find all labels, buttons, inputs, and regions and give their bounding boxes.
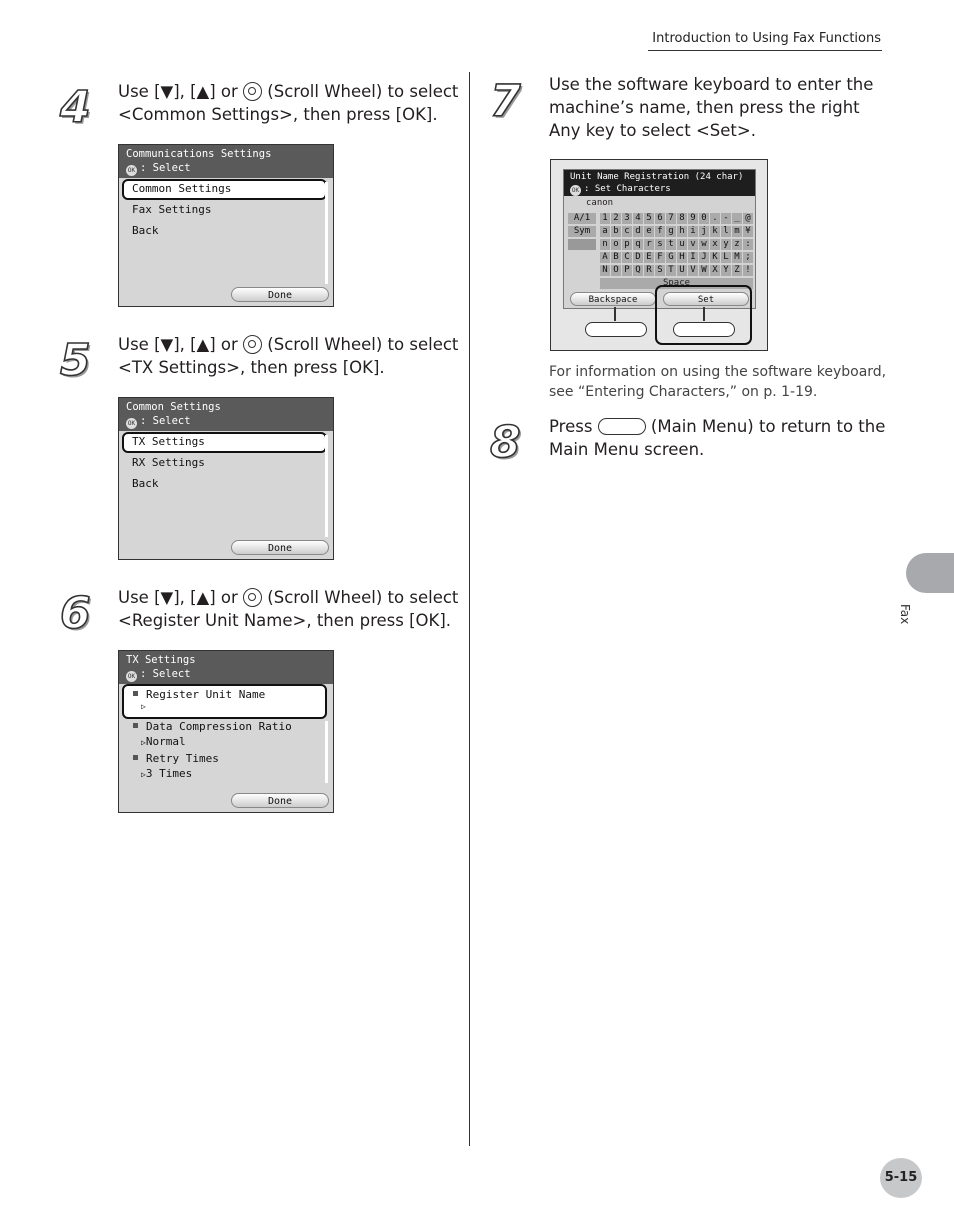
key[interactable]: U [677, 265, 687, 276]
key[interactable]: C [622, 252, 632, 263]
key[interactable]: G [666, 252, 676, 263]
key[interactable]: s [655, 239, 665, 250]
menu-item-back[interactable]: Back [132, 477, 159, 490]
key[interactable]: y [721, 239, 731, 250]
key[interactable]: r [644, 239, 654, 250]
ok-icon: OK [571, 187, 580, 194]
key[interactable]: : [743, 239, 753, 250]
menu-item-register-unit-name[interactable] [133, 688, 265, 701]
key[interactable]: ¥ [743, 226, 753, 237]
key[interactable]: 6 [655, 213, 665, 224]
key[interactable]: 3 [622, 213, 632, 224]
lcd-subtitle: : Select [140, 415, 191, 427]
key[interactable]: v [688, 239, 698, 250]
setting-value-arrow: ▷ [141, 702, 146, 711]
done-button[interactable]: Done [231, 287, 329, 302]
key-row-3 [600, 239, 754, 250]
menu-item-back[interactable]: Back [132, 224, 159, 237]
key[interactable]: e [644, 226, 654, 237]
step-8-text-b: (Main Menu) to return to the Main Menu screen. [549, 417, 886, 459]
lcd-subtitle: : Select [140, 162, 191, 174]
scroll-wheel-icon [243, 82, 262, 101]
key[interactable]: 9 [688, 213, 698, 224]
key[interactable]: _ [732, 213, 742, 224]
scrollbar [325, 182, 328, 284]
bullet-icon [133, 755, 138, 760]
step-4-text-a: Use [▼], [▲] or [118, 82, 244, 101]
key[interactable]: d [633, 226, 643, 237]
key[interactable]: Z [732, 265, 742, 276]
key[interactable]: a [600, 226, 610, 237]
menu-item-rx-settings[interactable]: RX Settings [132, 456, 205, 469]
step-7-text: Use the software keyboard to enter the machine’s name, then press the right Any key to select <Set>. [549, 75, 874, 140]
lcd-title-bar [119, 651, 333, 684]
key[interactable]: o [611, 239, 621, 250]
key[interactable]: 7 [666, 213, 676, 224]
key[interactable]: B [611, 252, 621, 263]
step-number-5: 5 [60, 335, 91, 386]
software-keyboard-illustration [550, 159, 768, 351]
key[interactable]: f [655, 226, 665, 237]
space-key[interactable]: Space [600, 278, 753, 289]
ok-icon: OK [127, 167, 136, 174]
menu-item-label: Retry Times [146, 752, 219, 765]
step-8-text-a: Press [549, 417, 598, 436]
key[interactable]: n [600, 239, 610, 250]
key[interactable]: K [710, 252, 720, 263]
scrollbar [325, 721, 328, 783]
step-number-6: 6 [60, 588, 91, 639]
key-row-2 [600, 226, 754, 237]
key[interactable]: O [611, 265, 621, 276]
step-6-text-a: Use [▼], [▲] or [118, 588, 244, 607]
keyboard-note: For information on using the software keyboard, see “Entering Characters,” on p. 1-19. [549, 364, 887, 400]
lcd-title: TX Settings [126, 654, 196, 666]
header-rule [648, 50, 882, 51]
step-5-text-b: (Scroll Wheel) to select <TX Settings>, then press [OK]. [118, 335, 459, 377]
lcd-title-bar [119, 398, 333, 431]
key[interactable]: 2 [611, 213, 621, 224]
setting-value: 3 Times [145, 767, 193, 780]
key[interactable]: ; [743, 252, 753, 263]
bullet-icon [133, 691, 138, 696]
key[interactable]: R [644, 265, 654, 276]
step-4-text-b: (Scroll Wheel) to select <Common Settings>, then press [OK]. [118, 82, 459, 124]
key[interactable]: u [677, 239, 687, 250]
bullet-icon [133, 723, 138, 728]
key[interactable]: L [721, 252, 731, 263]
mode-key-a1[interactable]: A/1 [568, 213, 596, 224]
key[interactable]: q [633, 239, 643, 250]
keyboard-subtitle: : Set Characters [584, 184, 671, 194]
step-6-text-b: (Scroll Wheel) to select <Register Unit Name>, then press [OK]. [118, 588, 459, 630]
key[interactable]: 4 [633, 213, 643, 224]
key[interactable]: m [732, 226, 742, 237]
right-any-key[interactable] [673, 322, 735, 337]
key[interactable]: ! [743, 265, 753, 276]
key[interactable]: k [710, 226, 720, 237]
scroll-wheel-icon [243, 588, 262, 607]
key[interactable]: S [655, 265, 665, 276]
key[interactable]: X [710, 265, 720, 276]
key[interactable]: 1 [600, 213, 610, 224]
ok-icon: OK [127, 420, 136, 427]
key[interactable]: Q [633, 265, 643, 276]
key[interactable]: @ [743, 213, 753, 224]
menu-item-data-compression-ratio[interactable] [133, 720, 292, 733]
step-number-7: 7 [490, 76, 521, 127]
lcd-tx-settings [118, 650, 334, 813]
step-number-8: 8 [490, 417, 521, 468]
key[interactable]: Y [721, 265, 731, 276]
lcd-common-settings [118, 397, 334, 560]
key[interactable]: g [666, 226, 676, 237]
mode-key-blank [568, 239, 596, 250]
key[interactable]: h [677, 226, 687, 237]
key[interactable]: . [710, 213, 720, 224]
key[interactable]: M [732, 252, 742, 263]
key[interactable]: 8 [677, 213, 687, 224]
keyboard-title-bar [564, 170, 755, 196]
connector-line-left [614, 307, 616, 321]
mode-key-sym[interactable]: Sym [568, 226, 596, 237]
key-row-5 [600, 265, 754, 276]
connector-line-right [703, 307, 705, 321]
key-row-1 [600, 213, 754, 224]
key[interactable]: 5 [644, 213, 654, 224]
key[interactable]: D [633, 252, 643, 263]
key[interactable]: j [699, 226, 709, 237]
lcd-title-bar [119, 145, 333, 178]
key[interactable]: A [600, 252, 610, 263]
key[interactable]: t [666, 239, 676, 250]
lcd-communications-settings [118, 144, 334, 307]
key[interactable]: z [732, 239, 742, 250]
menu-item-common-settings[interactable]: Common Settings [132, 182, 232, 195]
setting-value: Normal [145, 735, 186, 748]
key[interactable]: l [721, 226, 731, 237]
key[interactable]: F [655, 252, 665, 263]
step-5-text-a: Use [▼], [▲] or [118, 335, 244, 354]
key[interactable]: b [611, 226, 621, 237]
backspace-button[interactable]: Backspace [570, 292, 656, 306]
menu-item-label: Data Compression Ratio [146, 720, 292, 733]
step-8-text [549, 415, 889, 461]
key[interactable]: i [688, 226, 698, 237]
key[interactable]: T [666, 265, 676, 276]
key[interactable]: w [699, 239, 709, 250]
step-number-4: 4 [60, 82, 91, 133]
chapter-tab [906, 553, 954, 593]
keyboard-title: Unit Name Registration (24 char) [570, 172, 744, 182]
key[interactable]: W [699, 265, 709, 276]
lcd-title: Common Settings [126, 401, 221, 413]
step-6-text [118, 586, 463, 632]
key[interactable]: H [677, 252, 687, 263]
setting-value-row: ▷Normal [141, 735, 186, 748]
column-divider [469, 72, 470, 1146]
key[interactable]: P [622, 265, 632, 276]
key[interactable]: E [644, 252, 654, 263]
key[interactable]: J [699, 252, 709, 263]
ok-icon: OK [127, 673, 136, 680]
key[interactable]: x [710, 239, 720, 250]
key[interactable]: N [600, 265, 610, 276]
key[interactable]: - [721, 213, 731, 224]
key-row-4 [600, 252, 754, 263]
menu-item-label: Register Unit Name [146, 688, 266, 701]
setting-value-row: ▷3 Times [141, 767, 193, 780]
key[interactable]: c [622, 226, 632, 237]
lcd-subtitle: : Select [140, 668, 191, 680]
left-any-key[interactable] [585, 322, 647, 337]
key[interactable]: I [688, 252, 698, 263]
menu-item-tx-settings[interactable]: TX Settings [132, 435, 205, 448]
key[interactable]: V [688, 265, 698, 276]
scroll-wheel-icon [243, 335, 262, 354]
key[interactable]: 0 [699, 213, 709, 224]
done-button[interactable]: Done [231, 540, 329, 555]
chapter-label: Fax [898, 604, 912, 625]
scrollbar [325, 435, 328, 537]
menu-item-retry-times[interactable] [133, 752, 219, 765]
done-button[interactable]: Done [231, 793, 329, 808]
main-menu-key-icon [598, 418, 646, 435]
name-entry-field[interactable]: canon [586, 198, 614, 208]
lcd-title: Communications Settings [126, 148, 272, 160]
running-header: Introduction to Using Fax Functions [652, 31, 881, 46]
menu-item-fax-settings[interactable]: Fax Settings [132, 203, 212, 216]
set-button[interactable]: Set [663, 292, 749, 306]
step-5-text [118, 333, 463, 379]
page-number: 5-15 [880, 1158, 922, 1198]
step-4-text [118, 80, 463, 126]
key[interactable]: p [622, 239, 632, 250]
